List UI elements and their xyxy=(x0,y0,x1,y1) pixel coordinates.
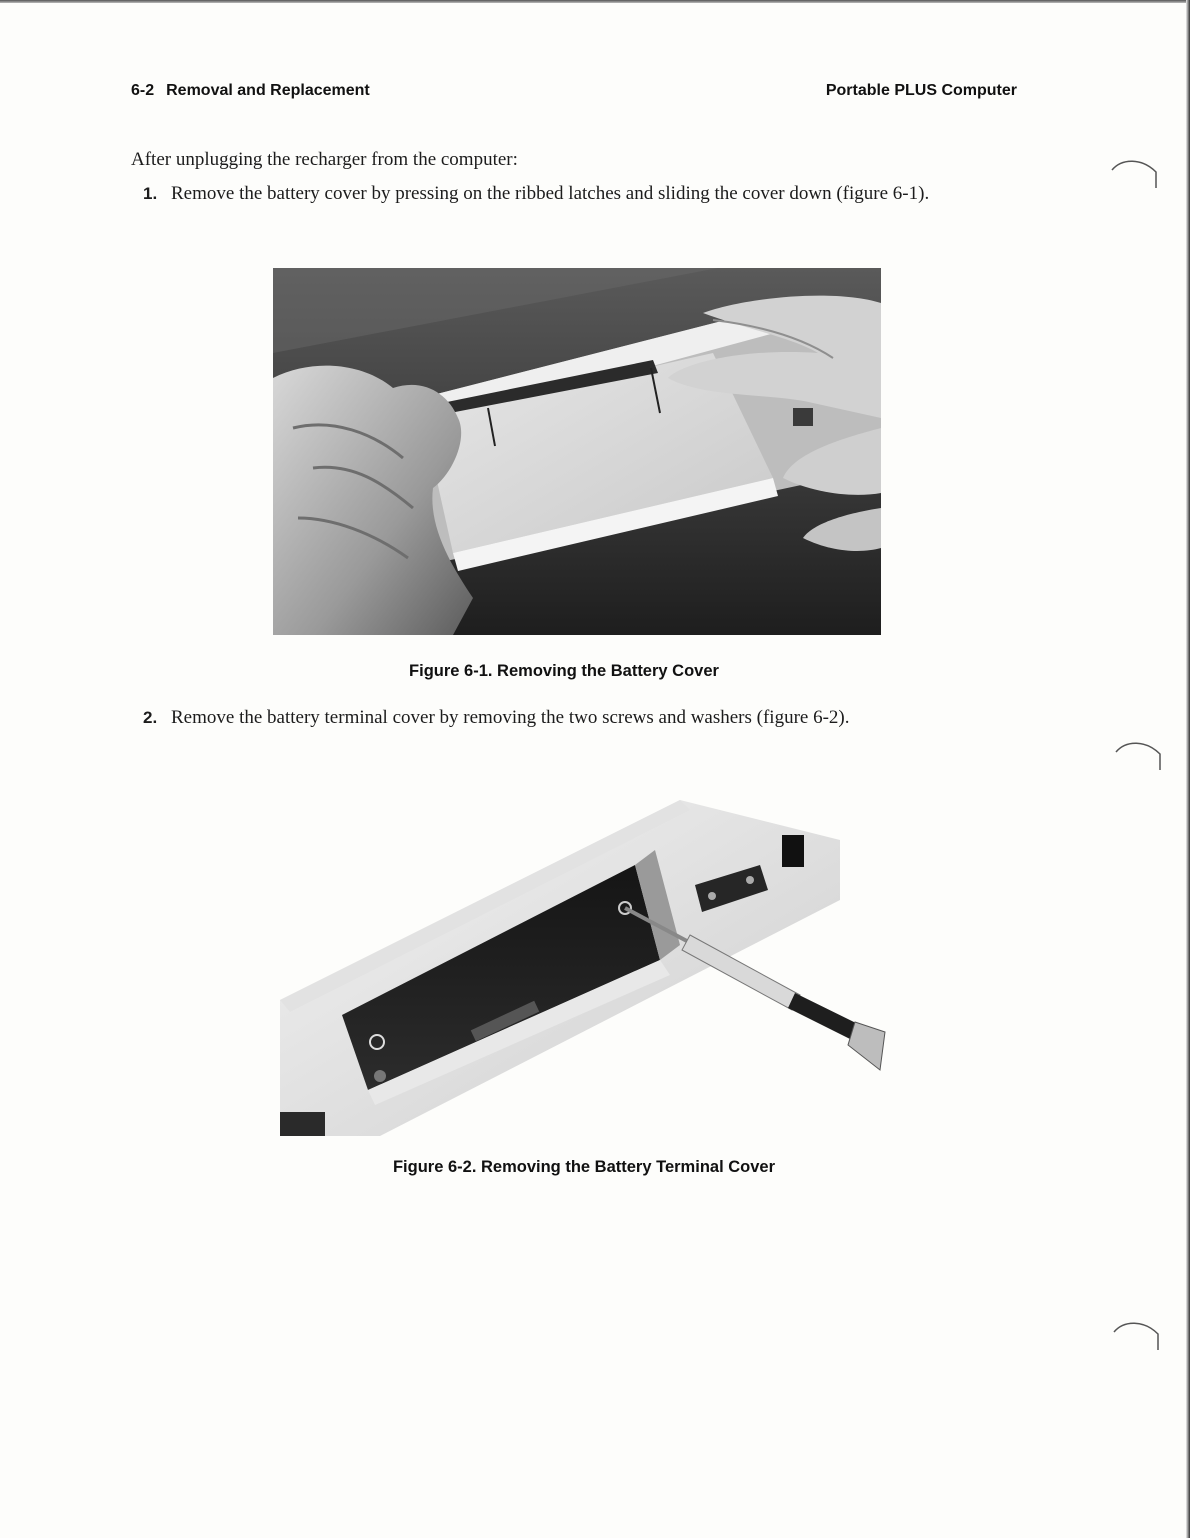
figure-caption: Figure 6-2. Removing the Battery Terminal Cover xyxy=(392,1158,776,1176)
running-head-left xyxy=(131,82,370,100)
battery-cover-photo xyxy=(273,268,881,635)
section-number: 6-2 xyxy=(131,82,155,99)
binder-hole-mark xyxy=(1112,1320,1164,1354)
step-2 xyxy=(131,704,1017,732)
product-name: Portable PLUS Computer xyxy=(825,82,1017,99)
battery-terminal-cover-photo xyxy=(280,800,888,1136)
binder-hole-mark xyxy=(1110,158,1162,192)
step-number: 2. xyxy=(143,708,158,727)
step-text: Remove the battery terminal cover by removing the two screws and washers (figure 6-2). xyxy=(171,707,850,728)
step-text: Remove the battery cover by pressing on the ribbed latches and sliding the cover down (figure 6-1). xyxy=(171,183,930,204)
step-number: 1. xyxy=(143,184,158,203)
intro-paragraph: After unplugging the recharger from the computer: xyxy=(131,149,518,170)
step-1 xyxy=(131,180,1017,208)
binder-hole-mark xyxy=(1114,740,1166,774)
page-top-rule xyxy=(0,0,1190,3)
section-title: Removal and Replacement xyxy=(166,82,370,99)
figure-caption: Figure 6-1. Removing the Battery Cover xyxy=(409,662,719,680)
running-head xyxy=(131,82,1017,104)
page-edge xyxy=(1186,0,1190,1538)
